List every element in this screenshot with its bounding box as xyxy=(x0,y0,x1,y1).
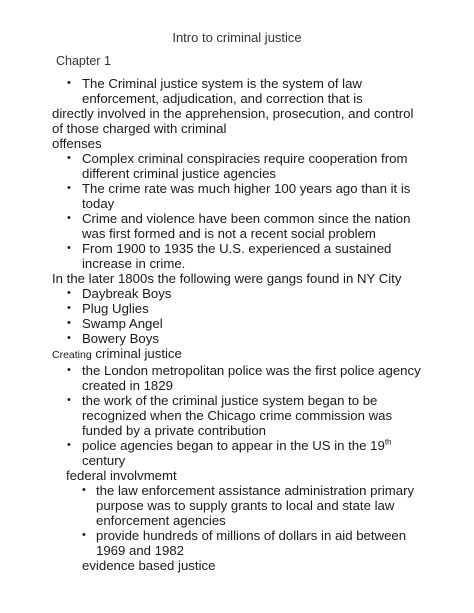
bullet-icon: • xyxy=(67,394,71,406)
bullet-icon: • xyxy=(67,152,71,164)
list-item xyxy=(52,393,424,438)
list-item xyxy=(52,528,424,558)
bullet-icon: • xyxy=(67,242,71,254)
item-text-b: century xyxy=(82,453,126,468)
list-item xyxy=(52,151,424,181)
item-text: provide hundreds of millions of dollars in aid between 1969 and 1982 xyxy=(96,528,407,558)
bullet-icon: • xyxy=(67,364,71,376)
bullet-icon: • xyxy=(67,439,71,451)
bullet-icon: • xyxy=(67,287,71,299)
gang-name: Plug Uglies xyxy=(82,301,149,316)
notes-content xyxy=(52,76,424,573)
item-text: The crime rate was much higher 100 years ago than it is today xyxy=(82,181,411,211)
section-heading-creating xyxy=(52,346,424,363)
gang-item xyxy=(52,301,424,316)
bullet-icon: • xyxy=(67,212,71,224)
list-item xyxy=(52,76,424,106)
item-text: the London metropolitan police was the first police agency created in 1829 xyxy=(82,363,421,393)
gang-name: Bowery Boys xyxy=(82,331,159,346)
gang-name: Swamp Angel xyxy=(82,316,163,331)
paragraph-line: directly involved in the apprehension, prosecution, and control of those charged with criminal xyxy=(52,106,414,136)
list-item xyxy=(52,483,424,528)
item-text: From 1900 to 1935 the U.S. experienced a sustained increase in crime. xyxy=(82,241,392,271)
item-text: The Criminal justice system is the system of law enforcement, adjudication, and correction that is xyxy=(82,76,363,106)
gang-item xyxy=(52,331,424,346)
bullet-icon: • xyxy=(67,302,71,314)
bullet-icon: • xyxy=(82,484,86,496)
item-text: the law enforcement assistance administration primary purpose was to supply grants to local and state law enforcement agencies xyxy=(96,483,415,528)
item-text-a: police agencies began to appear in the US in the 19 xyxy=(82,438,385,453)
paragraph-line: offenses xyxy=(52,136,102,151)
chapter-heading: Chapter 1 xyxy=(56,54,111,68)
gang-item xyxy=(52,286,424,301)
list-item xyxy=(52,438,424,468)
item-text: Complex criminal conspiracies require cooperation from different criminal justice agencies xyxy=(82,151,408,181)
gang-name: Daybreak Boys xyxy=(82,286,172,301)
bullet-icon: • xyxy=(67,77,71,89)
bullet-icon: • xyxy=(67,332,71,344)
subheading-evidence: evidence based justice xyxy=(82,558,216,573)
page-title: Intro to criminal justice xyxy=(172,30,302,45)
bullet-icon: • xyxy=(67,182,71,194)
list-item xyxy=(52,363,424,393)
item-text: Crime and violence have been common since the nation was first formed and is not a recent social problem xyxy=(82,211,411,241)
gangs-intro: In the later 1800s the following were gangs found in NY City xyxy=(52,271,402,286)
list-item xyxy=(52,241,424,271)
gang-item xyxy=(52,316,424,331)
list-item xyxy=(52,181,424,211)
bullet-icon: • xyxy=(67,317,71,329)
list-item xyxy=(52,211,424,241)
subheading-federal: federal involvmemt xyxy=(66,468,177,483)
creating-rest: criminal justice xyxy=(91,346,182,361)
bullet-icon: • xyxy=(82,529,86,541)
creating-word: Creating xyxy=(52,349,92,361)
superscript: th xyxy=(384,437,392,447)
item-text: the work of the criminal justice system began to be recognized when the Chicago crime commission was funded by a private contribution xyxy=(82,393,393,438)
